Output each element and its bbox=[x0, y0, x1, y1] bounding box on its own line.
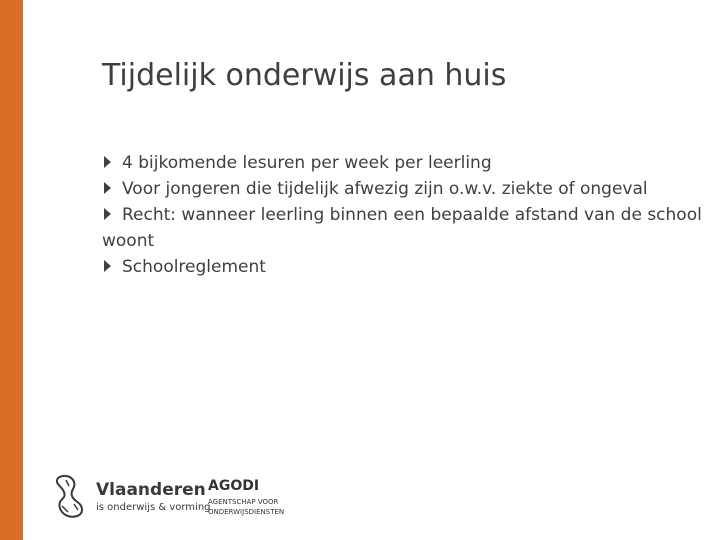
triangle-bullet-icon bbox=[104, 260, 111, 272]
bullet-item bbox=[102, 150, 702, 176]
accent-side-bar bbox=[0, 0, 23, 540]
vlaanderen-tagline: is onderwijs & vorming bbox=[96, 502, 211, 513]
slide-title: Tijdelijk onderwijs aan huis bbox=[102, 58, 507, 93]
agodi-logo-text: AGODI bbox=[208, 478, 260, 494]
vlaanderen-logo-text: Vlaanderen bbox=[96, 480, 206, 500]
bullet-item bbox=[102, 176, 702, 202]
bullet-list bbox=[102, 150, 702, 280]
triangle-bullet-icon bbox=[104, 156, 111, 168]
bullet-text: Voor jongeren die tijdelijk afwezig zijn o.w.v. ziekte of ongeval bbox=[122, 179, 648, 199]
bullet-item bbox=[102, 202, 702, 254]
agodi-tagline-line2: ONDERWIJSDIENSTEN bbox=[208, 508, 285, 516]
bullet-text: Schoolreglement bbox=[122, 257, 266, 277]
bullet-item bbox=[102, 254, 702, 280]
triangle-bullet-icon bbox=[104, 182, 111, 194]
agodi-tagline bbox=[208, 497, 298, 517]
footer-logos bbox=[50, 468, 310, 528]
bullet-text: 4 bijkomende lesuren per week per leerling bbox=[122, 153, 492, 173]
flemish-lion-icon bbox=[50, 472, 90, 520]
bullet-text: Recht: wanneer leerling binnen een bepaalde afstand van de school woont bbox=[102, 205, 702, 251]
triangle-bullet-icon bbox=[104, 208, 111, 220]
agodi-tagline-line1: AGENTSCHAP VOOR bbox=[208, 498, 279, 506]
